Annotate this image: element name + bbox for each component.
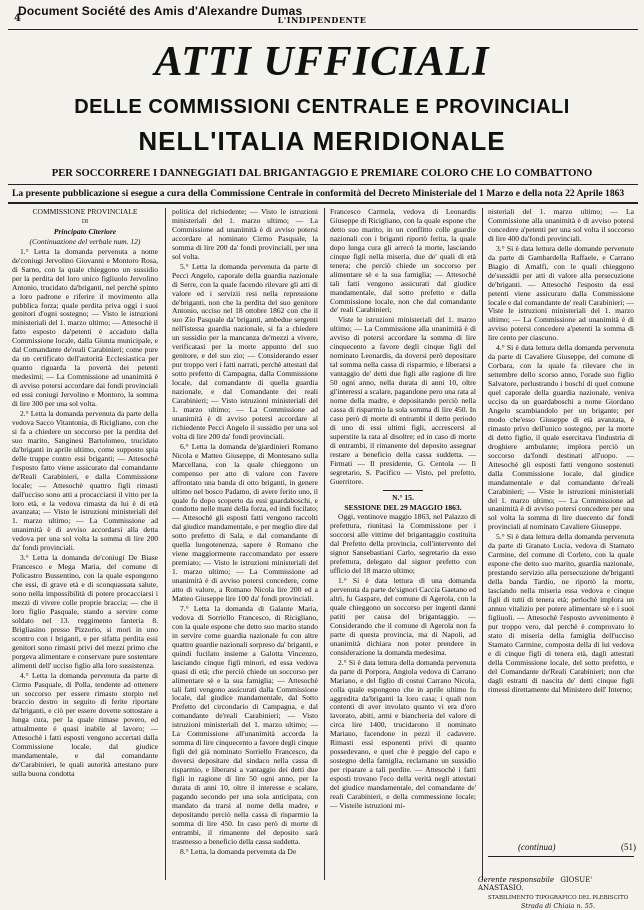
paragraph: Francesco Carmela, vedova di Leonardis Giuseppe di Ricigliano, con la quale espone che detto suo marito, in un conflitto colle guardie nazionali con i briganti riportò ferita, la quale dopo lunga cura gli arrecò la morte, lasciando cinque figli nella miseria, due de' quali di età tenera; che perciò chiede un soccorso per alimentare sè e la sua famiglia; — Attesochè tali fatti vengono assicurati dal giudice mandamentale, dal sotto prefetto e dalla Commissione locale, non che dal comandante de' reali Carabinieri; [330,208,476,315]
imprint [478,876,638,910]
main-title: ATTI UFFICIALI [154,39,490,85]
paragraph: 5.° Letta la domanda pervenuta da parte di Pecci Angelo, caporale della guardia nazionale di Serre, con la quale facendo rilevare gli atti di valore ed i servizii resi nella repressione de'briganti, non che la perdita del suo genitore Antonio, ucciso nel 18 ottobre 1862 con che il suo Zio Pasquale da' briganti, ambedue sergenti nell'istessa guardia nazionale, si fa a chiedere un sussidio per la mancanza de'mezzi a vivere, verificatasi per la morte appunto del suo genitore, e del suo zio; — Considerando esser pur troppo veri i fatti narrati, perchè attestati dal sotto prefetto di Campagna, dalla Commissione locale, dal comandante di quella guardia nazionale, e dal Comandante dei reali Carabinieri; — Visto istruzioni ministeriali del 1. marzo ultimo; — La Commissione ad unanimità è di avviso potersi accordare al richiedente Pecci Angelo il sussidio per una sol volta di lire 200 da' fondi provinciali. [172,261,318,441]
notice-top-rule [8,184,638,185]
paragraph: 4.° Letta la domanda pervenuta da parte di Cirmo Pasquale, di Polla, tendente ad ottenere un soccorso per essere rimasto storpio nel braccio destro in seguito di ferite riportate da'briganti, e ciò per essere dovette sottostare a lunga cura, per la quale rimase povero, ed attualmente è quasi inabile al lavoro; — Attesochè i fatti esposti vengono accertati dalla Commissione locale, dal giudice mandamentale, e dal comandante de'Carabinieri, le quali autorità attestano pure sulla buona condotta [12,670,158,779]
title-line-3: NELL'ITALIA MERIDIONALE [138,126,506,156]
paragraph: 7.° Letta la domanda di Galante Maria, vedova di Sorriello Francesco, di Ricigliano, con la quale espone che detto suo marito stando in servire come guardia nazionale fu con altre quattro guardie nazionali sorpreso da' briganti, e quindi fucilato insieme a Galotta Vincenzo, lasciando cinque figli minori, ed essa vedova quasi di età; che perciò chiede un soccorso per alimentare sè e la sua famiglia; — Attesochè tali fatti vengono assicurati dalla Commissione locale, dal giudice mandamentale, dal Sotto Prefetto del circondario di Campagna, e dal comandante de'reali Carabinieri; — Visto istruzioni ministeriali del 1. marzo ultimo; — La Commissione all'unanimità accorda la somma di lire cinquecento a favore degli cinque figli del già nominato Sorriello Francesco, da doversi depositare dal sindaco nella cassa di risparmio, e liberarsi a vantaggio dei detti due figli in ragione di lire 50 ogni anno, per la durata di anni 10, oltre il interesse e scalare, pagando secondo per una sola anticipata, con mandato da trarsi al nome della madre, e depositando perciò nella cassa di risparmio la somma di lire 450. In caso però di morte di entrambi, il rimanente del deposito sarà trasmesso a beneficio della cassa suddetta. [172,603,318,846]
running-header [0,15,644,27]
paragraph: 6.° Letta la domanda de'giardinieri Romano Nicola e Matteo Giuseppe, di Montesano sulla Marcellana, con la quale chieggono un compenso per atto di valore con l'avere affrontato una banda di otto briganti, in genere ultimo nel bosco Padamo, di avere ferito uno, il quale fu dopo scoperto da essi guardaboschi, e condotto nelle mani della forza, ed indi fucilato; — Attesochè gli esposti fatti vengono raccolti dal giudice mandamentale, e per meglio dire dal sotto prefetto di Sala, e dal comandante di quella luogotenenza, sapere è Romano che viene maggiormente raccomandato per essere premiato; — Visto le istruzioni ministeriali del 1. marzo ultimo; — La Commissione ad unanimità è di avviso potersi concedere, come atto di valore, a Romano Nicola lire 200 ed a Matteo Giuseppe lire 100 da' fondi provinciali. [172,441,318,603]
paragraph: Viste le istruzioni ministeriali del 1. marzo ultimo; — La Commissione alla unanimità è di avviso di potersi accordare la somma di lire cinquecento a favore degli cinque figli del nominato Leonardis, da doversi però depositare tal somma nella cassa di risparmio, e liberarsi a vantaggio de' detti due figli alle ragione di lire 50 ogni anno, nella durata di anni 10, oltre gl'interessi a scalare, pagandone pero una rata al nome della madre, e depositando perciò nella cassa di risparmio la sola somma di lire 450. In caso però di morte di entrambi il detto periodo di uno di essi ultimi figli, accrescersi al superstite la rata al disoltre; ed in caso di morte di entrambi, il rimanente del deposito assegnar restare a beneficio della cassa suddetta. — Firmati — Il presidente, G. Centola — Il segretario, S. Pacifico — Visto, pel prefetto, Guerritore. [330,315,476,486]
printer-name: STABILIMENTO TIPOGRAFICO DEL PLEBISCITO [487,895,629,901]
title-line-2: DELLE COMMISSIONI CENTRALE E PROVINCIALI [74,96,570,118]
title-line-4: PER SOCCORRERE I DANNEGGIATI DAL BRIGANTAGGIO E PREMIARE COLORO CHE LO COMBATTONO [51,168,593,179]
session-number: N.° 15. [392,492,414,502]
paragraph: 1.° Si è data lettura di una domanda pervenuta da parte de'signori Caccia Gaetano ed altri, fu Gaspare, del comune di Agerola, con la quale chieggono un soccorso per ingenti danni patiti per causa del brigantaggio. — Considerando che il comune di Agerola non fa parte di questa provincia, ma di Napoli, ad unanimità dichiara non poter prendere in considerazione la domanda medesima. [330,576,476,657]
paragraph: 2.° Si è data lettura della domanda pervenuta da parte di Porpora, Angiola vedova di Carrano Mariano, e del figlio di costui Carrano Nicola, colla quale espongono che in aprile ultimo fu aggredita da'briganti la loro casa; i quali non contenti di aver involato quanto vi era d'oro lavorato, abiti, armi e biancheria del valore di circa lire 1400, trucidarono il nominato Mariano, facendone in pezzi il cadavere. Rimasti essi esponenti privi di quanto possedevano, e quel che è peggio del capo e sostegno della famiglia, reclamano un sussidio per riparare a tali perdite. — Attesochè i fatti esposti trovano l'eco della verità negli attestati del giudice mandamentale, del comandante de' reali Carabinieri, e della commessione locale; — Visteile istruzioni mi- [330,657,476,810]
newspaper-name: L'INDIPENDENTE [277,15,367,25]
column-2 [172,208,318,880]
column-divider [165,208,166,880]
gerente-name: GIOSUE' ANASTASIO. [478,876,593,892]
notice-bottom-rule [8,202,638,204]
paragraph: Oggi, ventinove maggio 1863, nel Palazzo di prefettura, riunitasi la Commissione per i soccorsi alle vittime del brigantaggio costituita dal Prefetto della provincia, coll'intervento del signor Sansebastiani Carlo, segretario da esso prefettura, delegato dal signor prefetto con ufficio del 18 marzo ultimo; [330,512,476,576]
document-watermark: Document Société des Amis d'Alexandre Dumas [18,4,303,18]
paragraph: 5.° Si è data lettura della domanda pervenuta da parte di Granato Lucia, vedova di Stamato Carmine, del comune di Corleto, con la quale espone che detto suo marito, guardia nazionale, prestando servizio alla persecuzione de'briganti della banda Tardio, ne riportò la morte, lasciando nella miseria essa vedova e cinque figli di tutti di tenera età; perlochè implora un annuo vitalizio per potere alimentare sè e i suoi figliuoli. — Attesochè l'esposto avvenimento è pur troppo vero, dal perchè è comprovato lo stato di miseria della famiglia dell'ucciso Stamato Carmine, composta della di lui vedova e di cinque figli di tenera età, dagli attestati della Commissione locale, del sotto prefetto, e del Comandante de'Reali Carabinieri; non che dagli estratti di nascita de' detti cinque figli rimessi direttamente dal Ministero dell' Interno; [488,532,634,694]
page-number: 4 [14,13,21,24]
column-3 [330,208,476,880]
commission-heading: COMMISSIONE PROVINCIALE [32,208,138,216]
footer-rule [488,856,634,857]
column-divider [482,208,483,880]
continuation-note: (Continuazione del verbale num. 12) [29,236,141,246]
column-1 [12,208,158,880]
paragraph: 2.° Letta la domanda pervenuta da parte della vedova Sacco Vitantonia, di Ricigliano, con che si fa a chiedere un soccorso per la perdita del suo marito, Sanginesi Bartolomeo, trucidato da'briganti in aprile ultimo, come supposto spia delle truppe contro essi briganti; — Attesochè l'esposto fatto viene assicurato dal comandante de'Reali Carabinieri, e dalla Commissione locale; — Attesochè quattro figli rimasti dall'ucciso sono atti a procacciarsi il vitto per la loro età, e la vedova rimasta da lui è di età avanzata; — Visto le istruzioni ministeriali del 1. marzo ultimo; — La Commissione ad unanimità è di avviso accordarsi alla detta vedova per una sol volta la somma di lire 200 da' fondi provinciali. [12,408,158,553]
gerente-label: Gerente responsabile [478,876,555,884]
province-name: Principato Citeriore [53,226,117,236]
header-rule [8,29,638,30]
page-mark: (51) [621,842,636,852]
continuation-row [488,842,636,852]
continua-label: (continua) [518,842,556,852]
paragraph: 3.° Si è data lettura delle domande pervenute da parte di Gambardella Raffaele, e Carrano Biagio di Amalfi, con le quali chieggono de'sussidii per atti di valore alla persecuzione de'briganti. — Attesochè l'esposto da essi petenti viene assicurato dalla Commissione locale e dal comandante de' reali Carabinieri; — Viste le istruzioni ministeriali del 1. marzo ultimo; — La Commissione ad unanimità è di avviso potersi concedere a'petenti la somma di lire cento per ciascuno. [488,243,634,343]
paragraph: politica del richiedente; — Visto le istruzioni ministeriali del 1. marzo ultimo; — La Commissione ad unanimità è di avviso potersi accordare al nominato Cirmo Pasquale, la somma di lire 200 da' fondi provinciali, per una sol volta. [172,208,318,261]
paragraph: nisteriali del 1. marzo ultimo; — La Commissione alla unanimità è di avviso potersi concedere a'petenti per una sol volta il soccorso di lire 400 da'fondi provinciali. [488,208,634,243]
publication-notice: La presente pubblicazione si esegue a cura della Commissione Centrale in conformità del Decreto Ministeriale del 1 Marzo e della nota 22 Aprile 1863 [12,188,625,199]
article-columns [10,208,636,880]
heading-di: DI [81,218,89,225]
session-title: SESSIONE DEL 29 MAGGIO 1863. [344,502,462,512]
paragraph: 8.° Letta, la domanda pervenuta da De [180,846,297,856]
section-divider [383,490,423,491]
printer-address: Strada di Chiaia n. 55. [520,902,596,910]
paragraph: 3.° Letta la domanda de'coniugi De Biase Francesco e Mega Maria, del comune di Policastro Bussentino, con la quale espongono che essi, di grave età e di sconquassata salute, sono nella impossibilità di potere procacciarsi i mezzi di vivere colle proprie braccia; — che il loro figlio Pasquale, stando a servire come soldato nel 13. reggimento fanteria 8. Brigliasino presso Pizzorio, si morì in uno scontro con i briganti, e per sifatta perdita essi genitori sono rimasti privi del mezzi primo che porgeva alimentare e conservare pure sostentare alimenti dell' ucciso figlio alla loro sussistenza. [12,553,158,670]
column-divider [324,208,325,880]
column-4 [488,208,634,838]
paragraph: 1.° Letta la domanda pervenuta a nome de'coniugi Jervolino Giovanni e Montoro Rosa, di Sarno, con la quale chieggono un sussidio per la perdita del loro unico figliuolo Jervolino Antonio, trucidato da'briganti, nel perchè spinto a loro padrone e riferire il movimento alla pubblica forza; quale perdita priva oggi i suoi genitori d'ogni sostegno; — Visto le istruzioni ministeriali del 1. marzo ultimo; — Attesochè il fatto esposto da'petenti è accaduto dalla Commissione locale, dalla Giunta municipale, e dal Comandante de'reali Carabinieri; come pure da un certificato dell'autorità Ecclesiastica per quanto riguarda la povertà dei petenti medesimi; — La Commissione ad unanimità è di avviso potersi accordare dai fondi provinciali ed essi coniugi Jervolino e Montoro, la somma di lire 300 per una sol volta. [12,246,158,409]
paragraph: 4.° Si è data lettura della domanda pervenuta da parte di Cavaliere Giuseppe, del comune di Corbara, con la quale fa rilevare che in settembre dello scorso anno, l'orade suo figlio Salvatore, perlustrando i boschi di quel comune quel caporale della guardia nazionale, veniva ucciso da un guardaboschi a nome Giordano Angelo scambiandolo per un brigante; per modo che'esso Giuseppe di età avanzata, è rimasto privo dell'unico sostegno, per la morte di detto figlio, il quale esercitava l'industria di droghiere ambulante; implora perciò un soccorso da'fondi destinati all'uopo. — Attesochè gli esposti fatti vengono sostenuti dalla Commissione locale, dal giudice mandamentale e dal comandante de'reali Carabinieri; — Viste le istruzioni ministeriali del 1. marzo ultimo; — La Commissione ad unanimità è di avviso potersi concedere per una sol volta la somma di lire duecento da' fondi provinciali al nominato Cavaliere Giuseppe. [488,343,634,532]
